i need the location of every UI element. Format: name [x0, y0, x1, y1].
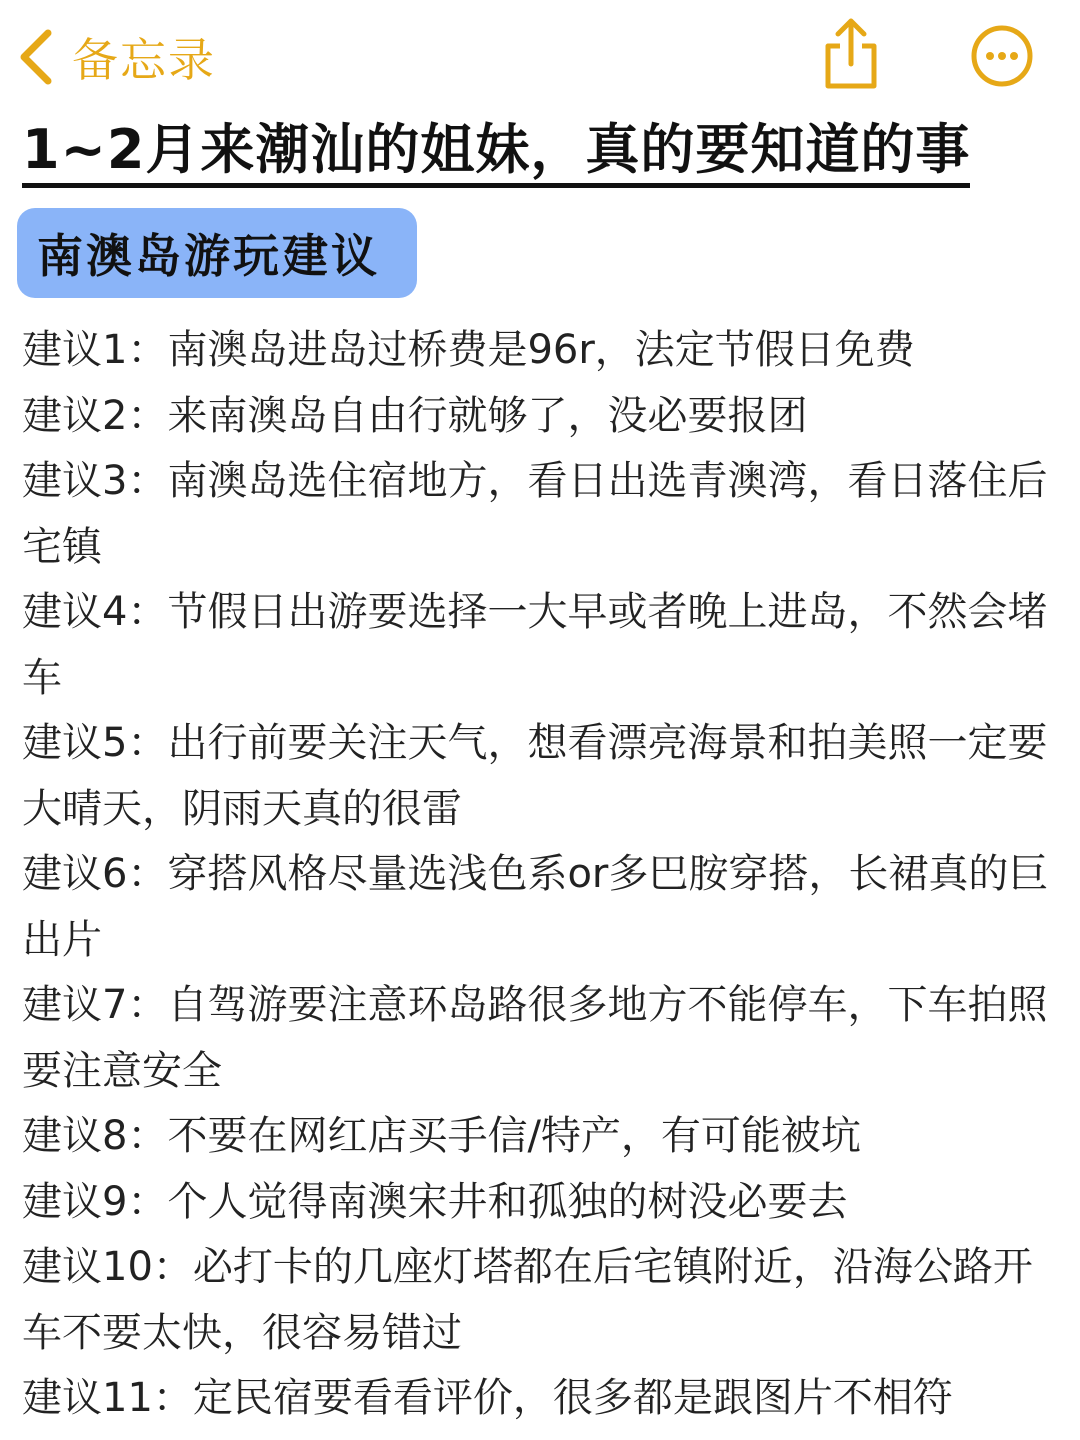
note-title	[22, 112, 1062, 188]
more-button[interactable]	[970, 24, 1034, 88]
share-icon	[818, 77, 884, 96]
nav-bar	[0, 0, 1080, 110]
tip-item: 建议1：南澳岛进岛过桥费是96r，法定节假日免费	[22, 327, 915, 373]
tip-item: 建议8：不要在网红店买手信/特产，有可能被坑	[22, 1113, 861, 1159]
tip-item: 建议11：定民宿要看看评价，很多都是跟图片不相符	[22, 1375, 953, 1421]
tip-item: 建议7：自驾游要注意环岛路很多地方不能停车，下车拍照要注意安全	[22, 982, 1048, 1094]
tip-item: 建议4：节假日出游要选择一大早或者晚上进岛，不然会堵车	[22, 589, 1048, 701]
share-button[interactable]	[818, 16, 884, 92]
tip-item: 建议3：南澳岛选住宿地方，看日出选青澳湾，看日落住后宅镇	[22, 458, 1048, 570]
more-icon	[970, 73, 1034, 92]
back-button[interactable]	[18, 22, 216, 92]
chevron-left-icon	[18, 29, 54, 85]
note-title-text: 1~2月来潮汕的姐妹，真的要知道的事	[22, 118, 970, 188]
back-label: 备忘录	[72, 33, 216, 87]
tip-item: 建议10：必打卡的几座灯塔都在后宅镇附近，沿海公路开车不要太快，很容易错过	[22, 1244, 1033, 1356]
tip-item: 建议9：个人觉得南澳宋井和孤独的树没必要去	[22, 1178, 848, 1225]
tip-item: 建议5：出行前要关注天气，想看漂亮海景和拍美照一定要大晴天，阴雨天真的很雷	[22, 720, 1048, 832]
section-tag: 南澳岛游玩建议	[17, 208, 417, 298]
tip-list	[22, 318, 1062, 1432]
tip-item: 建议6：穿搭风格尽量选浅色系or多巴胺穿搭，长裙真的巨出片	[22, 851, 1049, 963]
tip-item: 建议2：来南澳岛自由行就够了，没必要报团	[22, 392, 808, 439]
